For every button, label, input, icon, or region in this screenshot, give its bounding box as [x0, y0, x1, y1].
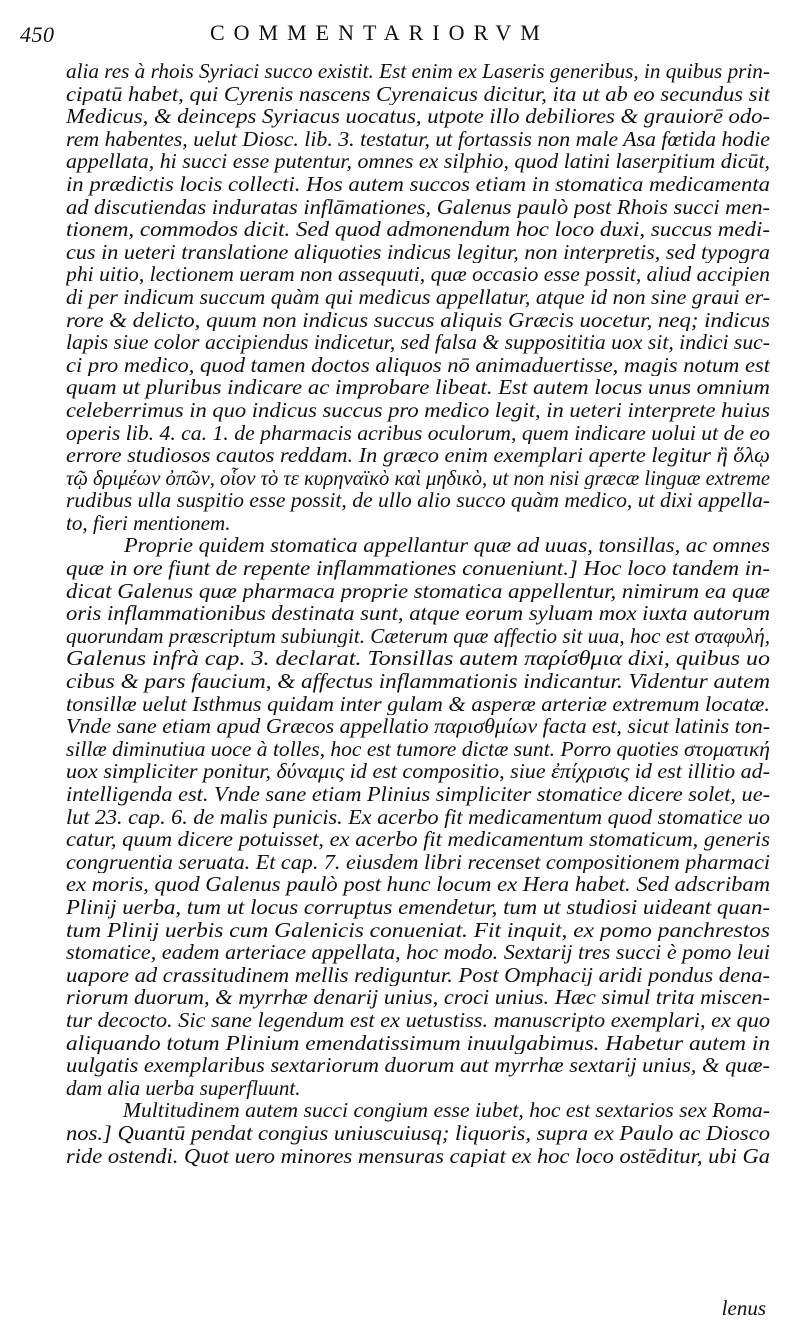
text-line: uapore ad crassitudinem mellis rediguntur. Post Omphacij aridi pondus dena-: [66, 963, 770, 987]
text-line: τῷ δριμέων ὀπῶν, οἷον τὸ τε κυρηναϊκὸ καὶ μηδικὸ, ut non nisi græcæ linguæ extreme: [66, 466, 770, 490]
text-line: ad discutiendas induratas inflāmationes, Galenus paulò post Rhois succi men-: [66, 195, 770, 219]
body-text: [66, 60, 770, 1167]
text-line: intelligenda est. Vnde sane etiam Plinius simpliciter stomatice dicere solet, ue-: [66, 783, 770, 806]
text-line: in prædictis locis collecti. Hos autem succos etiam in stomatica medicamenta: [66, 172, 770, 196]
text-line: Proprie quidem stomatica appellantur quæ ad uuas, tonsillas, ac omnes: [123, 534, 770, 558]
text-line: uox simpliciter ponitur, δύναμις id est compositio, siue ἐπίχρισις id est illitio ad-: [66, 760, 770, 783]
text-line: Galenus infrà cap. 3. declarat. Tonsillas autem παρίσθμια dixi, quibus uo: [66, 647, 770, 671]
text-line: operis lib. 4. ca. 1. de pharmacis acribus oculorum, quem indicare uolui ut de eo: [66, 421, 770, 445]
text-line: lapis siue color accipiendus indicetur, sed falsa & supposititia uox sit, indici suc-: [66, 331, 770, 354]
text-line: catur, quum dicere potuisset, ex acerbo fit medicamentum stomaticum, generis: [66, 828, 770, 851]
text-line: uulgatis exemplaribus sextariorum duorum aut myrrhæ sextarij unius, & quæ-: [66, 1054, 770, 1077]
text-line: tum Plinij uerbis cum Galenicis conueniat. Fit inquit, ex pomo panchrestos: [66, 918, 770, 942]
text-line: Plinij uerba, tum ut locus corruptus emendetur, tum ut studiosi uideant quan-: [66, 895, 770, 919]
text-line: lut 23. cap. 6. de malis punicis. Ex acerbo fit medicamentum quod stomatice uo: [66, 805, 770, 829]
text-line: aliquando totum Plinium emendatissimum inuulgabimus. Habetur autem in: [66, 1031, 770, 1055]
text-line: cus in ueteri translatione aliquoties indicus legitur, non interpretis, sed typogra: [66, 240, 770, 264]
text-line: riorum duorum, & myrrhæ denarij unius, croci unius. Hæc simul trita miscen-: [66, 986, 770, 1009]
text-line: rore & delicto, quum non indicus succus aliquis Græcis uocetur, neq; indicus: [66, 308, 770, 332]
text-line: stomatice, eadem arteriace appellata, hoc modo. Sextarij tres succi è pomo leui: [66, 941, 770, 964]
text-line: alia res à rhois Syriaci succo existit. Est enim ex Laseris generibus, in quibus prin-: [66, 60, 770, 83]
text-line: tur decocto. Sic sane legendum est ex uetustiss. manuscripto exemplari, ex quo: [66, 1008, 770, 1032]
text-line: quam ut pluribus indicare ac improbare libeat. Est autem locus unus omnium: [66, 376, 770, 399]
text-line: phi uitio, lectionem ueram non assequuti, quæ occasio esse possit, aliud accipien: [66, 263, 770, 286]
text-line: celeberrimus in quo indicus succus pro medico legit, in ueteri interprete huius: [66, 398, 770, 422]
text-line: congruentia seruata. Et cap. 7. eiusdem libri recenset compositionem pharmaci: [66, 850, 770, 874]
text-line: rem habentes, uelut Diosc. lib. 3. testatur, ut fortassis non male Asa fœtida hodie: [66, 127, 770, 151]
text-line: Vnde sane etiam apud Græcos appellatio παρισθμίων facta est, sicut latinis ton-: [66, 715, 770, 738]
text-line: ride ostendi. Quot uero minores mensuras capiat ex hoc loco ostēditur, ubi Ga: [66, 1144, 770, 1168]
text-line: dam alia uerba superfluunt.: [66, 1076, 301, 1100]
text-line: nos.] Quantū pendat congius uniuscuiusq; liquoris, supra ex Paulo ac Diosco: [66, 1121, 770, 1145]
catchword: lenus: [721, 1296, 766, 1320]
text-line: sillæ diminutiua uoce à tolles, hoc est tumore dictæ sunt. Porro quoties στοματική: [66, 737, 770, 761]
text-line: to, fieri mentionem.: [66, 511, 231, 535]
text-line: quorundam præscriptum subiungit. Cæterum quæ affectio sit uua, hoc est σταφυλή,: [66, 624, 770, 648]
text-line: appellata, hi succi esse putentur, omnes ex silphio, quod latini laserpitium dicūt,: [66, 150, 770, 173]
text-line: tonsillæ uelut Isthmus quidam inter gulam & asperæ arteriæ extremum locatæ.: [66, 692, 770, 716]
text-line: di per indicum succum quàm qui medicus appellatur, atque id non sine graui er-: [66, 285, 770, 309]
running-head: COMMENTARIORVM: [210, 20, 549, 45]
text-line: errore studiosos cautos reddam. In græco enim exemplari aperte legitur ἢ ὅλῳ: [66, 444, 770, 467]
text-line: cipatū habet, qui Cyrenis nascens Cyrenaicus dicitur, ita ut ab eo secundus sit: [66, 82, 770, 106]
page-header: [0, 18, 800, 54]
text-line: Medicus, & deinceps Syriacus uocatus, utpote illo debiliores & grauiorē odo-: [66, 105, 770, 128]
text-line: cibus & pars faucium, & affectus inflammationis indicantur. Videntur autem: [66, 670, 770, 693]
text-line: ci pro medico, quod tamen doctos aliquos nō animaduertisse, magis notum est: [66, 353, 770, 377]
text-line: rudibus ulla suspitio esse possit, de ullo alio succo quàm medico, ut dixi appella-: [66, 489, 770, 512]
text-line: dicat Galenus quæ pharmaca proprie stomatica appellentur, nimirum ea quæ: [66, 579, 770, 603]
text-line: ex moris, quod Galenus paulò post hunc locum ex Hera habet. Sed adscribam: [66, 873, 770, 896]
text-line: tionem, commodos dicit. Sed quod admonendum hoc loco duxi, succus medi-: [66, 218, 770, 241]
text-line: quæ in ore fiunt de repente inflammationes conueniunt.] Hoc loco tandem in-: [66, 557, 770, 580]
text-line: Multitudinem autem succi congium esse iubet, hoc est sextarios sex Roma-: [122, 1099, 770, 1122]
page-number: 450: [20, 22, 55, 47]
text-line: oris inflammationibus destinata sunt, atque eorum syluam mox iuxta autorum: [66, 602, 770, 625]
